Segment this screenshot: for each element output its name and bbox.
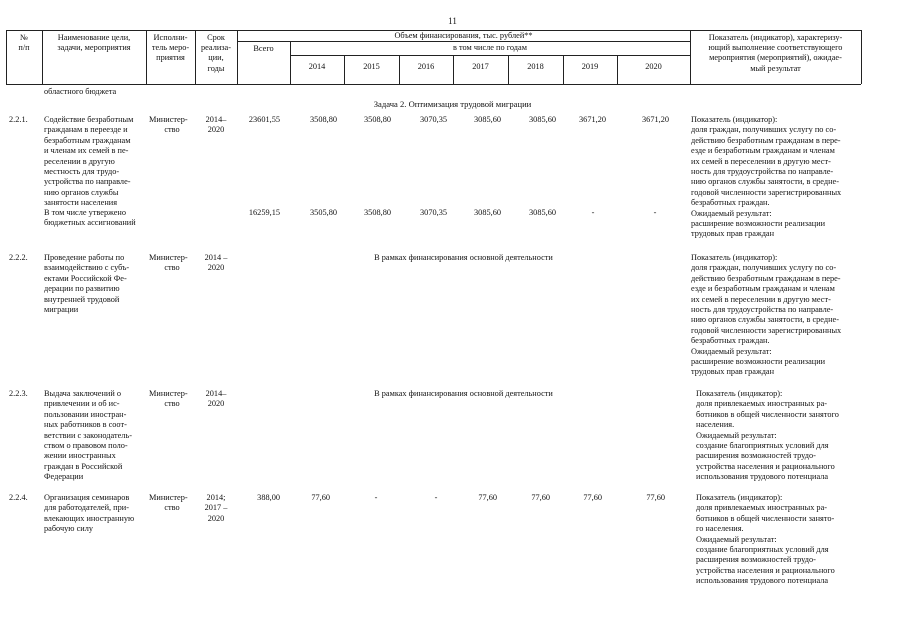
row-year-value: 3085,60 [474,115,501,124]
row-term: 2014; 2017 – 2020 [204,493,228,523]
row-sub-year-value: 3508,80 [364,208,391,217]
row-number: 2.2.1. [9,115,28,124]
row-funding-note: В рамках финансирования основной деятельности [374,253,553,262]
header-year: 2020 [645,62,662,71]
row-year-value: 77,60 [478,493,497,502]
row-number: 2.2.4. [9,493,28,502]
header-funding-title: Объем финансирования, тыс. рублей** [394,31,533,40]
row-name: Выдача заключений о привлечении и об ис- пользовании иностран- ных работников в соот- ветствии с законодатель- ством о правовом поло- жении иностранных граждан в Российской Федерации [44,389,132,482]
row-year-value: 77,60 [531,493,550,502]
row-executor: Министер- ство [149,493,188,513]
row-year-value: 3085,60 [529,115,556,124]
col-rule [861,30,862,84]
row-year-value: 77,60 [646,493,665,502]
header-by-years: в том числе по годам [453,43,527,52]
row-indicator: Показатель (индикатор): доля привлекаемых иностранных ра- ботников в общей численности занято- го населения. Ожидаемый результат: создание благоприятных условий для расширения возможностей трудо- устройства населения и рационального использования трудового потенциала [696,493,835,586]
row-executor: Министер- ство [149,389,188,409]
row-year-value: 3671,20 [642,115,669,124]
header-indicator: Показатель (индикатор), характеризу- ющий выполнение соответствующего мероприятия (мероприятий), ожидае- мый результат [708,33,843,73]
header-year: 2015 [363,62,380,71]
row-sub-total: 16259,15 [248,208,280,217]
header-num: № п/п [18,33,30,53]
row-sub-year-value: 3085,60 [474,208,501,217]
page-number: 11 [448,16,457,26]
carryover-text: областного бюджета [44,87,117,96]
row-number: 2.2.3. [9,389,28,398]
row-name: Содействие безработным гражданам в переезде и безработным гражданам и членам их семей в пе- реселении в другую местность для трудо- устройства по направле- нию органов службы занятости населения [44,115,134,208]
header-bottom-rule [6,84,861,85]
row-term: 2014– 2020 [205,115,227,135]
row-year-value: 3508,80 [364,115,391,124]
row-name: Проведение работы по взаимодействию с субъ- ектами Российской Фе- дерации по развитию внутренней трудовой миграции [44,253,130,315]
row-year-value: 77,60 [311,493,330,502]
years-subhead-rule [290,55,690,56]
row-sub-year-value: - [591,208,595,217]
header-term: Срок реализа- ции, годы [201,33,231,73]
row-year-value: 3671,20 [579,115,606,124]
row-term: 2014– 2020 [205,389,227,409]
row-total: 388,00 [257,493,280,502]
row-indicator: Показатель (индикатор): доля привлекаемых иностранных ра- ботников в общей численности занятого населения. Ожидаемый результат: создание благоприятных условий для расширения возможностей трудо- устройства населения и рационального использования трудового потенциала [696,389,839,482]
header-total: Всего [253,44,274,53]
header-executor: Исполни- тель меро- приятия [151,33,190,63]
header-year: 2019 [581,62,599,71]
header-year: 2017 [472,62,489,71]
header-year: 2016 [417,62,435,71]
row-sub-name: В том числе утвержено бюджетных ассигнований [44,208,136,228]
row-name: Организация семинаров для работодателей, при- влекающих иностранную рабочую силу [44,493,135,534]
row-year-value: - [434,493,438,502]
header-name: Наименование цели, задачи, мероприятия [57,33,131,53]
row-sub-year-value: 3085,60 [529,208,556,217]
header-year: 2014 [308,62,326,71]
row-term: 2014 – 2020 [204,253,228,273]
row-sub-year-value: 3505,80 [310,208,337,217]
row-year-value: - [374,493,378,502]
row-total: 23601,55 [248,115,280,124]
row-number: 2.2.2. [9,253,28,262]
row-funding-note: В рамках финансирования основной деятельности [374,389,553,398]
row-sub-year-value: - [653,208,657,217]
row-executor: Министер- ство [149,253,188,273]
row-indicator: Показатель (индикатор): доля граждан, получивших услугу по со- действию безработным гражданам в пере- езде и безработным гражданам и членам их семей в переселении в другую мест- ность для трудоустройства по направле- нию органов службы занятости, в средне- годовой численности зарегистрированных безработных граждан. Ожидаемый результат: расширение возможности реализации трудовых прав граждан [691,115,842,239]
task-title: Задача 2. Оптимизация трудовой миграции [373,99,532,109]
row-year-value: 3070,35 [420,115,447,124]
row-year-value: 3508,80 [310,115,337,124]
header-year: 2018 [527,62,544,71]
row-year-value: 77,60 [583,493,602,502]
row-executor: Министер- ство [149,115,188,135]
row-sub-year-value: 3070,35 [420,208,447,217]
row-indicator: Показатель (индикатор): доля граждан, получивших услугу по со- действию безработным гражданам в пере- езде и безработным гражданам и членам их семей в переселении в другую мест- ность для трудоустройства по направле- нию органов службы занятости, в средне- годовой численности зарегистрированных безработных граждан. Ожидаемый результат: расширение возможности реализации трудовых прав граждан [691,253,842,377]
